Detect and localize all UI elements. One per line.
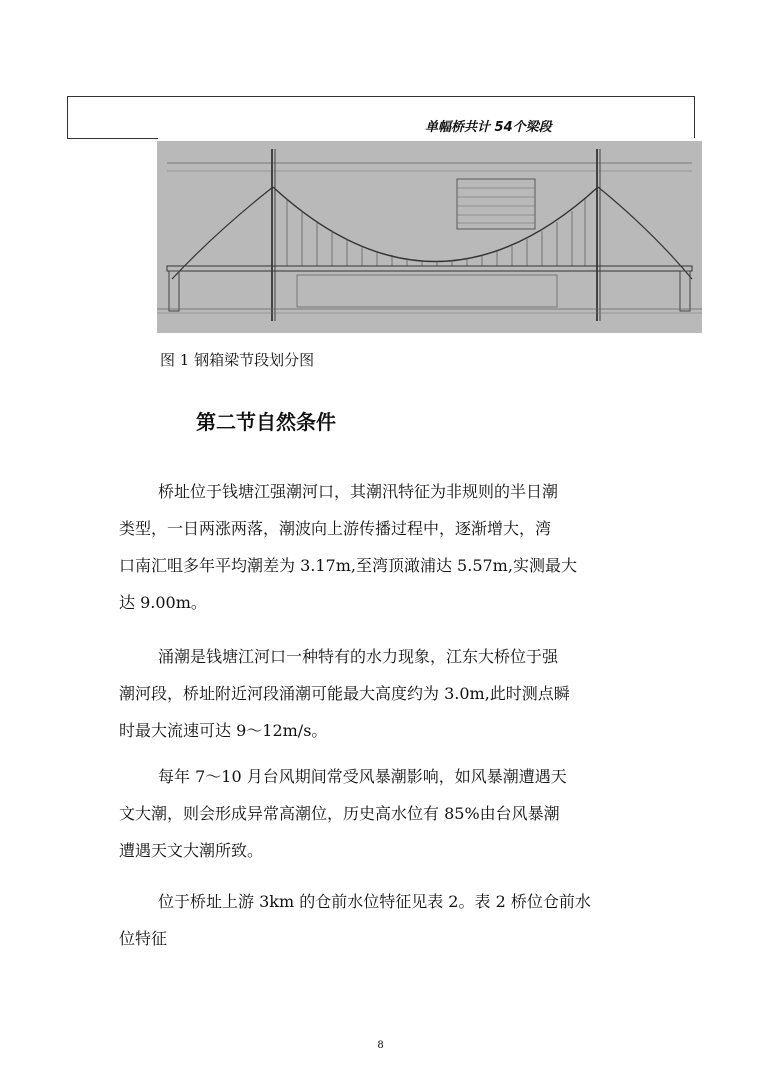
paragraph-line: 遭遇天文大潮所致。: [119, 841, 264, 860]
paragraph-line: 达 9.00m。: [119, 593, 207, 612]
paragraph-line: 每年 7～10 月台风期间常受风暴潮影响，如风暴潮遭遇天: [158, 767, 567, 786]
paragraph-water-level: [119, 883, 649, 957]
paragraph-tidal-bore: [119, 638, 649, 749]
figure-caption: 图 1 钢箱梁节段划分图: [160, 351, 315, 369]
paragraph-line: 口南汇咀多年平均潮差为 3.17m,至湾顶澉浦达 5.57m,实测最大: [119, 556, 577, 575]
drawing-background: [157, 141, 702, 333]
paragraph-line: 潮河段，桥址附近河段涌潮可能最大高度约为 3.0m,此时测点瞬: [119, 684, 570, 703]
bridge-drawing-figure: [157, 141, 702, 333]
paragraph-line: 类型，一日两涨两落，潮波向上游传播过程中，逐渐增大，湾: [119, 519, 552, 538]
header-box: [67, 96, 695, 138]
paragraph-line: 位特征: [119, 929, 168, 948]
paragraph-tidal-features: [119, 473, 649, 621]
paragraph-line: 桥址位于钱塘江强潮河口，其潮汛特征为非规则的半日潮: [158, 482, 559, 501]
paragraph-line: 位于桥址上游 3km 的仓前水位特征见表 2。表 2 桥位仓前水: [158, 892, 591, 911]
paragraph-typhoon: [119, 758, 649, 869]
paragraph-line: 文大潮，则会形成异常高潮位，历史高水位有 85%由台风暴潮: [119, 804, 560, 823]
bridge-drawing: [157, 141, 702, 333]
page-number: 8: [377, 1040, 384, 1051]
section-title: 第二节自然条件: [196, 410, 336, 434]
paragraph-line: 涌潮是钱塘江河口一种特有的水力现象，江东大桥位于强: [158, 647, 559, 666]
paragraph-line: 时最大流速可达 9～12m/s。: [119, 721, 328, 740]
figure-header-caption: 单幅桥共计 54个梁段: [425, 120, 552, 135]
header-box-rule: [67, 138, 158, 139]
